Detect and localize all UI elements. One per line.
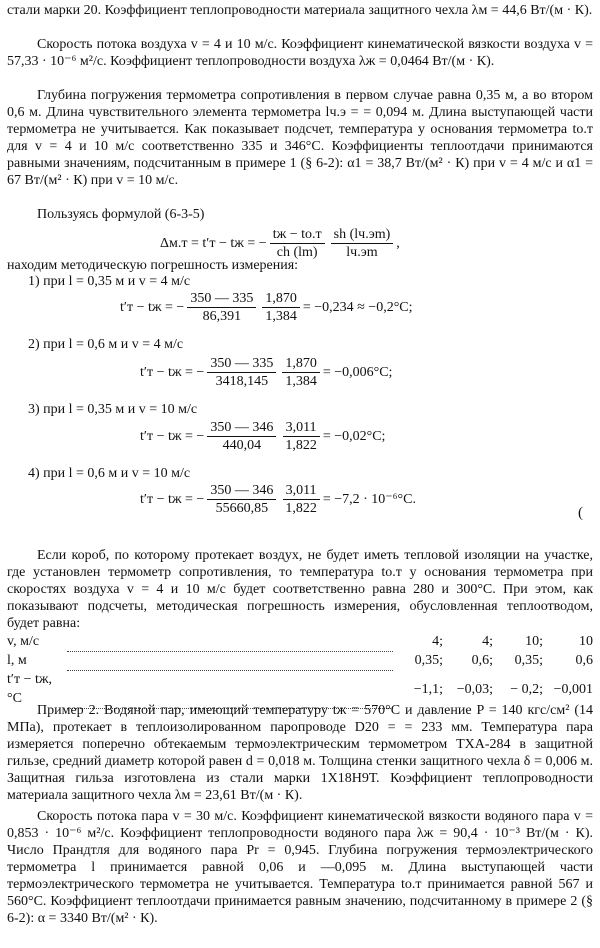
formula-6-3-5: [160, 226, 400, 261]
case-3-equation: [140, 419, 385, 454]
case-1-lhs: t′т − tж = −: [120, 299, 185, 315]
table-cell: 4;: [482, 634, 493, 649]
case-2-den-1: 3418,145: [215, 374, 269, 389]
case-4-lhs: t′т − tж = −: [140, 491, 205, 507]
paragraph-no-insulation: Если короб, по которому протекает воздух, не будет иметь тепловой изоляции на участке, где установлен термометр сопротивления, то температура tо.т у основания термометра при скоростях воздуха v = 4 и 10 м/с будет соответственно равна 280 и 300°С. При этом, как показывают подсчеты, методическая погрешность измерения, обусловленная теплоотводом, будет равна:: [7, 548, 593, 631]
case-1-equation: [120, 290, 413, 325]
table-cell: 10: [579, 634, 593, 649]
case-4-fraction-2: [282, 482, 320, 517]
formula-lhs: Δм.т = t′т − tж = −: [160, 235, 267, 251]
case-1-fraction-1: [187, 290, 256, 325]
case-2-label: 2) при l = 0,6 м и v = 4 м/с: [28, 337, 184, 352]
case-2-num-1: 350 — 335: [207, 355, 276, 373]
case-3-lhs: t′т − tж = −: [140, 428, 205, 444]
formula-end: ,: [396, 235, 400, 251]
table-cell: −1,1;: [413, 681, 443, 697]
case-4-equation: [140, 482, 416, 517]
case-2-lhs: t′т − tж = −: [140, 364, 205, 380]
paragraph-continuation: стали марки 20. Коэффициент теплопроводности материала защитного чехла λм = 44,6 Вт/(м · К).: [7, 3, 593, 18]
case-2-result: = −0,006°С;: [322, 364, 393, 380]
case-4-fraction-1: [207, 482, 276, 517]
paragraph-air-speed: Скорость потока воздуха v = 4 и 10 м/с. Коэффициент кинематической вязкости воздуха v = 57,33 · 10⁻⁶ м²/с. Коэффициент теплопроводности воздуха λж = 0,0464 Вт/(м · К).: [7, 37, 593, 69]
formula-fraction-1: [270, 226, 325, 261]
table-cell: −0,03;: [456, 681, 493, 697]
case-3-fraction-1: [207, 419, 276, 454]
case-3-num-2: 3,011: [283, 419, 320, 437]
case-4-num-2: 3,011: [283, 482, 320, 500]
case-4-label: 4) при l = 0,6 м и v = 10 м/с: [28, 466, 191, 481]
case-4-den-2: 1,822: [285, 501, 317, 516]
table-row: [7, 651, 593, 670]
case-2-fraction-1: [207, 355, 276, 390]
row-label: v, м/с: [7, 634, 40, 649]
table-cell: 10;: [525, 634, 543, 649]
leader-dots: [67, 632, 393, 651]
table-cell: 0,35;: [414, 653, 443, 668]
formula-num-2: sh (lч.эm): [331, 226, 394, 244]
table-cell: 0,6;: [471, 653, 493, 668]
case-1-label: 1) при l = 0,35 м и v = 4 м/с: [28, 274, 191, 289]
paragraph-steam-speed: Скорость потока пара v = 30 м/с. Коэффициент кинематической вязкости водяного пара v = 0,853 · 10⁻⁶ м²/с. Коэффициент теплопроводности водяного пара λж = 90,4 · 10⁻³ Вт/(м · К). Число Прандтля для водяного пара Pr = 0,945. Глубина погружения термоэлектрического термометра l принимается равной 0,06 и —0,095 м. Длина выступающей части термоэлектрического термометра не учитывается. Температура tо.т принимается равной 567 и 560°С. Коэффициент теплоотдачи принимается равным значению, подсчитанному в примере 2 (§ 6-2): α = 3340 Вт/(м² · К).: [7, 809, 593, 926]
table-cell: −0,001: [553, 681, 593, 697]
case-1-den-1: 86,391: [202, 309, 242, 324]
formula-den-2: lч.эm: [346, 245, 378, 260]
paragraph-immersion-depth: Глубина погружения термометра сопротивления в первом случае равна 0,35 м, а во втором 0,6 м. Длина чувствительного элемента термометра lч.э = = 0,094 м. Длина выступающей части термометра не учитывается. Как показывает подсчет, температура у основания термометра tо.т для v = 4 и 10 м/с соответственно 335 и 346°С. Коэффициенты теплоотдачи принимаются равными значениям, подсчитанным в примере 1 (§ 6-2): α1 = 38,7 Вт/(м² · К) при v = 4 м/с и α1 = 67 Вт/(м² · К) при v = 10 м/с.: [7, 88, 593, 188]
table-cell: 0,6: [575, 653, 593, 668]
case-3-den-2: 1,822: [285, 438, 317, 453]
leader-dots: [67, 651, 393, 670]
formula-num-1: tж − tо.т: [270, 226, 325, 244]
case-1-den-2: 1,384: [265, 309, 297, 324]
case-4-result: = −7,2 · 10⁻⁶°С.: [322, 492, 416, 507]
case-2-fraction-2: [282, 355, 320, 390]
case-4-num-1: 350 — 346: [207, 482, 276, 500]
formula-fraction-2: [331, 226, 394, 261]
paragraph-formula-intro: Пользуясь формулой (6-3-5): [37, 207, 205, 222]
formula-den-1: ch (lm): [276, 245, 318, 260]
case-4-den-1: 55660,85: [215, 501, 269, 516]
paragraph-example-2: Пример 2. Водяной пар, имеющий температуру tж = 570°С и давление P = 140 кгс/см² (14 МПа), протекает в теплоизолированном паропроводе D20 = = 233 мм. Температура пара измеряется поперечно обтекаемым термоэлектрическим термометром ТХА-284 в защитной гильзе, средний диаметр которой равен d = 0,018 м. Толщина стенки защитного чехла δ = 0,006 м. Защитная гильза изготовлена из стали марки 1Х18Н9Т. Коэффициент теплопроводности материала защитного чехла λм = 23,61 Вт/(м · К).: [7, 703, 593, 803]
case-1-num-2: 1,870: [262, 290, 300, 308]
case-3-num-1: 350 — 346: [207, 419, 276, 437]
case-1-fraction-2: [262, 290, 300, 325]
case-1-num-1: 350 — 335: [187, 290, 256, 308]
case-2-den-2: 1,384: [285, 374, 317, 389]
table-cell: 0,35;: [514, 653, 543, 668]
margin-mark: (: [578, 505, 583, 521]
table-row: [7, 632, 593, 651]
case-2-equation: [140, 355, 392, 390]
paragraph-method-error: находим методическую погрешность измерения:: [7, 258, 299, 273]
row-label: t′т − tж, °С: [7, 672, 53, 706]
row-label: l, м: [7, 653, 27, 668]
case-2-num-2: 1,870: [282, 355, 320, 373]
case-3-label: 3) при l = 0,35 м и v = 10 м/с: [28, 402, 198, 417]
case-3-fraction-2: [282, 419, 320, 454]
case-1-result: = −0,234 ≈ −0,2°С;: [302, 299, 413, 315]
case-3-den-1: 440,04: [222, 438, 262, 453]
case-3-result: = −0,02°С;: [322, 428, 386, 444]
table-cell: − 0,2;: [510, 681, 543, 697]
error-table: [7, 632, 593, 709]
table-cell: 4;: [432, 634, 443, 649]
